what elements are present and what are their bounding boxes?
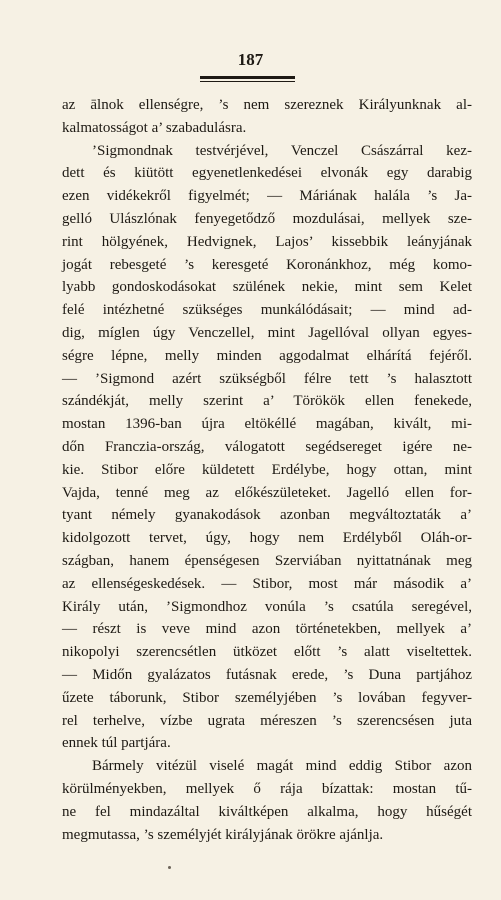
body-text (62, 94, 472, 846)
text-line: az ellenségeskedések. — Stibor, most már második a’ (62, 575, 472, 592)
text-line: az ālnok ellenségre, ’s nem szereznek Királyunknak al- (62, 97, 472, 113)
text-line: dőn Franczia-ország, válogatott segédsereget igére ne- (62, 438, 472, 455)
text-line: űzete táborunk, Stibor személyjében ’s lovában fegyver- (62, 689, 472, 706)
text-line: dett és kiütött egyenetlenkedései elvonák egy darabig (62, 165, 472, 182)
text-line: Király után, ’Sigmondhoz vonúla ’s csatúla seregével, (62, 598, 472, 615)
text-line: kie. Stibor előre küldetett Erdélybe, hogy ottan, mint (62, 461, 472, 478)
text-line: Bármely vitézül viselé magát mind eddig Stibor azon (92, 758, 472, 775)
text-line: dig, míglen úgy Venczellel, mint Jagellóval ollyan egyes- (62, 324, 472, 341)
text-line: ségre lépne, melly minden aggodalmat elhárítá fejéről. (62, 347, 472, 364)
text-line: rint hölgyének, Hedvignek, Lajos’ kissebbik leányjának (62, 233, 472, 250)
text-line: gelló Ulászlónak fenyegetődző mozdulásai, mellyek sze- (62, 210, 472, 227)
text-line: szándékját, melly szerint a’ Törökök ellen fenekede, (62, 393, 472, 410)
text-line: rel terhelve, vízbe ugrata méreszen ’s szerencsésen juta (62, 712, 472, 729)
text-line: ’Sigmondnak testvérjével, Venczel Császárral kez- (92, 142, 472, 159)
text-line: Vajda, tenné meg az előkészületeket. Jagelló ellen for- (62, 484, 472, 501)
text-line: — részt is veve mind azon történetekben, mellyek a’ (62, 621, 472, 638)
text-line: kalmatosságot a’ szabadulásra. (62, 119, 247, 136)
text-line: megmutassa, ’s személyjét királyjának örökre ajánlja. (62, 826, 384, 843)
text-line: jogát rebesgeté ’s keresgeté Koronánkhoz, még komo- (62, 256, 472, 273)
text-line: tyant némely gyanakodások azonban megváltoztaták a’ (62, 507, 472, 524)
text-line: lyabb gondoskodásokat szülének nekie, mint sem Kelet (62, 279, 472, 296)
text-line: szágban, hanem épenségesen Szerviában nyittatnának meg (62, 552, 472, 569)
text-line: — ’Sigmond azért szükségből félre tett ’s halasztott (62, 370, 472, 387)
text-line: — Midőn gyalázatos futásnak erede, ’s Duna partjához (62, 666, 472, 683)
text-line: felé intézhetné szükséges munkálódásait; — mind ad- (62, 302, 472, 319)
text-line: ennek túl partjára. (62, 735, 171, 752)
page-speck (168, 866, 171, 869)
page-number: 187 (237, 50, 264, 69)
text-line: mostan 1396-ban újra eltökéllé magában, kivált, mi- (62, 416, 472, 433)
text-line: kidolgozott tervet, úgy, hogy nem Erdélyből Oláh-or- (62, 530, 472, 547)
header-rule (200, 76, 295, 79)
text-line: ezen vidékekről figyelmét; — Máriának halála ’s Ja- (62, 188, 472, 205)
text-line: ne fel mindazáltal kiváltképen alkalma, hogy hűségét (62, 803, 472, 820)
text-line: körülményekben, mellyek ő rája bízattak: mostan tű- (62, 780, 472, 797)
text-line: nikopolyi szerencsétlen ütközet előtt ’s alatt viseltettek. (62, 644, 472, 661)
